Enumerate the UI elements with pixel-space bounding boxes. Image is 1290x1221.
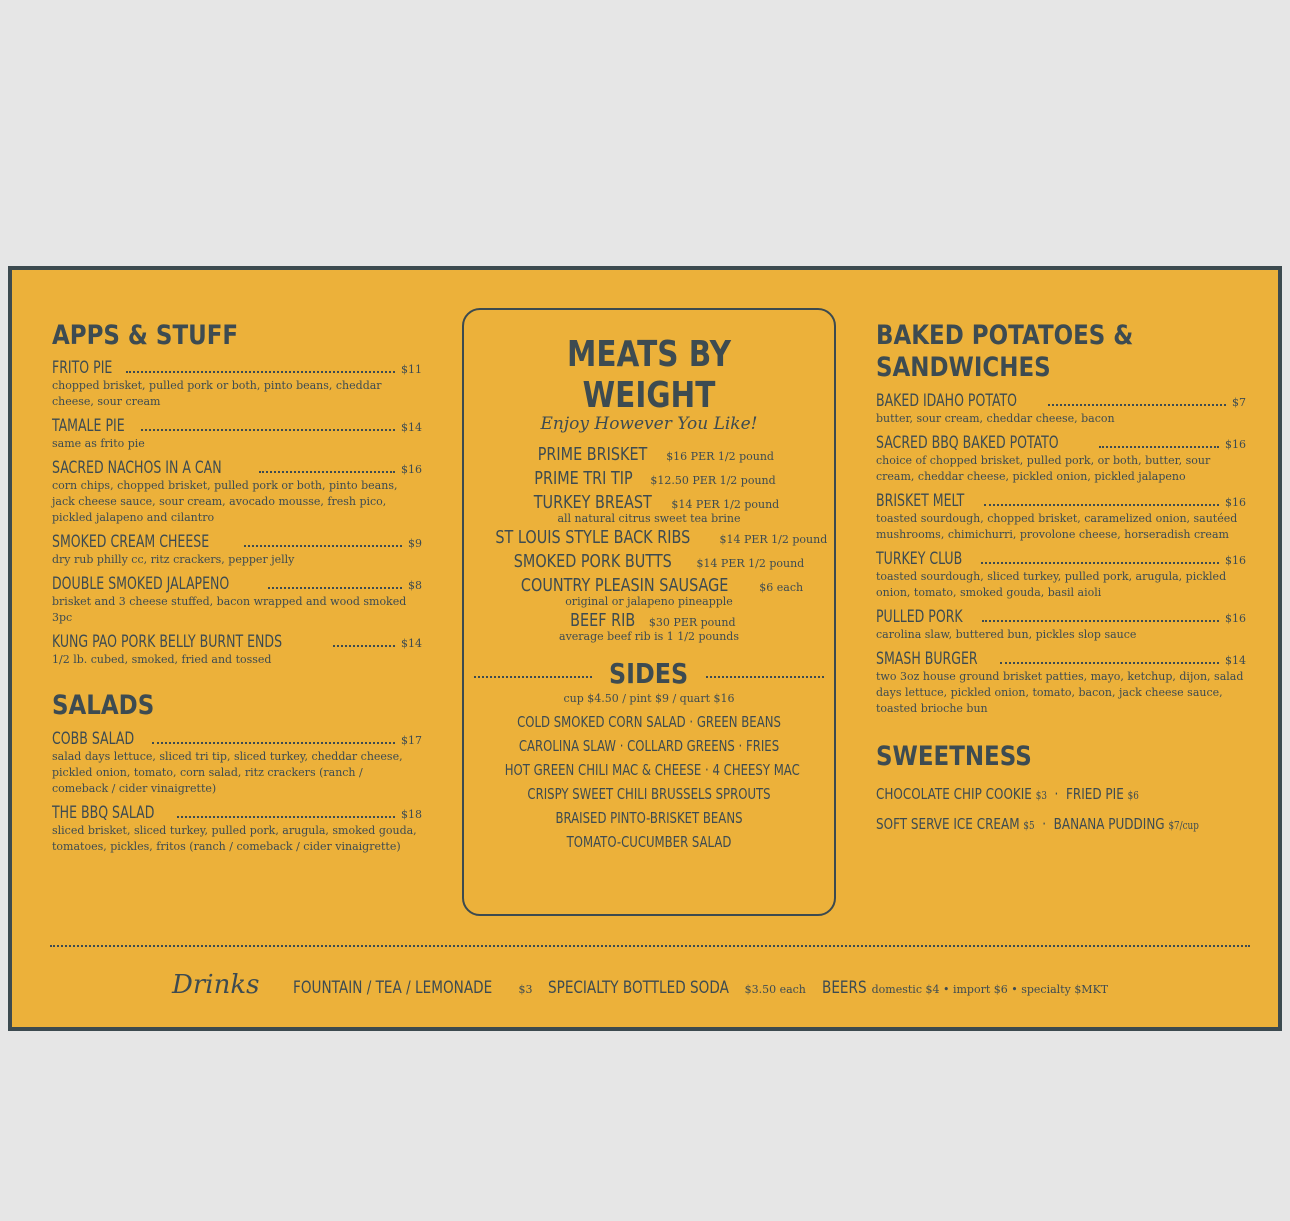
menu-item-line [52,532,422,552]
menu-item-description: choice of chopped brisket, pulled pork, or both, butter, sour cream, cheddar cheese, pickled onion, pickled jalapeno [876,453,1211,483]
sides-heading: SIDES [609,656,689,690]
menu-item [876,607,1246,643]
sweetness-heading: SWEETNESS [876,740,1032,772]
menu-item [52,632,422,668]
menu-item-name: COBB SALAD [52,728,135,749]
sweet-item-name: CHOCOLATE CHIP COOKIE [876,785,1032,804]
sweet-item-price: $7/cup [1168,819,1199,833]
dotted-leader [984,504,1219,506]
meat-item-price: $14 PER 1/2 pound [696,557,805,571]
menu-item-price: $14 [401,421,422,435]
menu-item-line [52,358,422,378]
menu-item-name: SACRED NACHOS IN A CAN [52,458,222,479]
meat-item-note: average beef rib is 1 1/2 pounds [559,630,739,644]
menu-item-description: toasted sourdough, chopped brisket, caramelized onion, sautéed mushrooms, chimichurri, provolone cheese, horseradish cream [876,511,1238,541]
menu-item-name: PULLED PORK [876,606,963,627]
divider [474,676,592,678]
salads-heading: SALADS [52,690,155,722]
side-line: BRAISED PINTO-BRISKET BEANS [555,808,743,827]
menu-item-description: same as frito pie [52,437,145,451]
menu-item-line [876,391,1246,411]
menu-item-description: chopped brisket, pulled pork or both, pinto beans, cheddar cheese, sour cream [52,379,382,409]
apps-list [52,358,422,668]
sweet-item-name: SOFT SERVE ICE CREAM [876,815,1020,834]
potatoes-heading-line1: BAKED POTATOES & [876,320,1134,351]
meats-heading: MEATS BY WEIGHT [566,334,732,416]
menu-item-price: $17 [401,733,422,747]
dotted-leader [333,645,395,647]
menu-item-price: $8 [408,579,422,593]
meat-item-name: COUNTRY PLEASIN SAUSAGE [520,575,729,596]
meat-item-name: TURKEY BREAST [533,491,652,513]
menu-item [876,433,1246,485]
drink-beers-prices: domestic $4 • import $6 • specialty $MKT [871,983,1109,996]
sweet-item-price: $5 [1023,819,1035,833]
bottom-divider [50,945,1250,947]
menu-item-name: DOUBLE SMOKED JALAPENO [52,574,230,595]
menu-item [52,358,422,410]
menu-item-price: $16 [1225,611,1246,625]
menu-item-description: toasted sourdough, sliced turkey, pulled pork, arugula, pickled onion, tomato, smoked gouda, basil aioli [876,569,1227,599]
drink-soda: SPECIALTY BOTTLED SODA [548,978,730,998]
menu-item-name: KUNG PAO PORK BELLY BURNT ENDS [52,632,283,653]
meat-item-name: BEEF RIB [570,610,636,632]
potatoes-heading-line2: SANDWICHES [876,352,1051,384]
meats-subtitle: Enjoy However You Like! [540,414,758,434]
side-line: CAROLINA SLAW · COLLARD GREENS · FRIES [518,736,780,755]
side-line: HOT GREEN CHILI MAC & CHEESE · 4 CHEESY MAC [504,760,800,779]
sides-header [464,657,834,690]
dotted-leader [141,429,395,431]
drink-fountain: FOUNTAIN / TEA / LEMONADE [293,978,493,998]
potatoes-list [876,391,1246,717]
sweet-item-price: $3 [1035,789,1047,803]
sweet-item-name: BANANA PUDDING [1053,815,1165,834]
menu-item-price: $16 [401,463,422,477]
menu-item-description: brisket and 3 cheese stuffed, bacon wrapped and wood smoked 3pc [52,595,407,625]
side-line: TOMATO-CUCUMBER SALAD [566,832,732,851]
meat-item [464,553,834,572]
meat-item-price: $14 PER 1/2 pound [671,497,780,511]
menu-item-name: THE BBQ SALAD [52,802,155,823]
menu-item-description: sliced brisket, sliced turkey, pulled pork, arugula, smoked gouda, tomatoes, pickles, fritos (ranch / comeback / cider vinaigrette) [52,823,417,853]
meat-item [464,612,834,642]
meats-box [462,308,836,916]
drinks-label: Drinks [172,970,260,1000]
menu-item-price: $9 [408,537,422,551]
meat-item-name: PRIME TRI TIP [534,467,634,489]
meat-item-price: $12.50 PER 1/2 pound [650,473,776,487]
menu-item-description: corn chips, chopped brisket, pulled pork or both, pinto beans, jack cheese sauce, sour cream, avocado mousse, fresh pico, pickled jalapeno and cilantro [52,479,398,525]
dotted-leader [1000,662,1219,664]
dotted-leader [1048,404,1226,406]
menu-item [52,803,422,855]
sweet-item-name: FRIED PIE [1066,785,1124,804]
menu-item-name: BAKED IDAHO POTATO [876,390,1017,411]
drinks-row [172,970,1108,1000]
dotted-leader [981,562,1219,564]
menu-item-line [876,549,1246,569]
menu-item-description: carolina slaw, buttered bun, pickles slop sauce [876,627,1137,641]
menu-item-price: $14 [401,637,422,651]
menu-item-price: $18 [401,807,422,821]
menu-item [52,416,422,452]
meat-item-note: original or jalapeno pineapple [565,594,733,608]
menu-item [876,649,1246,717]
meats-list [464,446,834,643]
menu-item-line [52,458,422,478]
menu-item-price: $16 [1225,495,1246,509]
menu-item-price: $11 [401,363,422,377]
menu-item-name: TURKEY CLUB [876,548,963,569]
menu-item [876,391,1246,427]
menu-item [52,458,422,526]
menu-item [876,549,1246,601]
menu-item-price: $16 [1225,437,1246,451]
menu-item-name: SACRED BBQ BAKED POTATO [876,432,1059,453]
menu-board [8,266,1282,1031]
menu-item-line [876,433,1246,453]
meat-item-name: SMOKED PORK BUTTS [513,551,672,573]
divider [706,676,824,678]
dotted-leader [177,816,395,818]
meat-item-price: $6 each [759,581,804,594]
meat-item [464,491,834,525]
sweet-item-price: $6 [1127,789,1139,803]
menu-item-line [52,574,422,594]
menu-item-description: dry rub philly cc, ritz crackers, pepper jelly [52,553,295,567]
menu-item-name: SMASH BURGER [876,648,978,669]
menu-item-price: $7 [1232,395,1246,409]
menu-item-name: TAMALE PIE [52,416,125,437]
side-line: COLD SMOKED CORN SALAD · GREEN BEANS [517,712,781,731]
menu-item-description: two 3oz house ground brisket patties, mayo, ketchup, dijon, salad days lettuce, pickled onion, tomato, bacon, jack cheese sauce, toasted brioche bun [876,669,1244,715]
dotted-leader [126,371,395,373]
meat-item [464,529,834,548]
menu-item [876,491,1246,543]
menu-item-price: $16 [1225,553,1246,567]
meat-item [464,577,834,607]
menu-item-name: FRITO PIE [52,358,113,379]
sides-list [464,713,834,851]
drink-soda-price: $3.50 each [744,983,806,996]
menu-item-price: $14 [1225,653,1246,667]
menu-item [52,574,422,626]
menu-item-description: salad days lettuce, sliced tri tip, sliced turkey, cheddar cheese, pickled onion, tomato, corn salad, ritz crackers (ranch / comeback / cider vinaigrette) [52,749,403,795]
dotted-leader [268,587,402,589]
sweetness-line-2: SOFT SERVE ICE CREAM $5 · BANANA PUDDING $7/cup [876,815,1199,834]
menu-item-line [876,649,1246,669]
meat-item [464,446,834,465]
menu-item-line [876,491,1246,511]
menu-item [52,532,422,568]
right-column [876,320,1246,833]
meat-item [464,467,834,489]
meat-item-price: $14 PER 1/2 pound [719,533,828,547]
menu-item-description: 1/2 lb. cubed, smoked, fried and tossed [52,653,272,667]
menu-item-name: SMOKED CREAM CHEESE [52,532,210,553]
dotted-leader [1099,446,1219,448]
menu-item-line [52,416,422,436]
dotted-leader [244,545,402,547]
dotted-leader [152,742,395,744]
side-line: CRISPY SWEET CHILI BRUSSELS SPROUTS [527,784,771,803]
menu-item-line [876,607,1246,627]
salads-list [52,729,422,855]
menu-item-description: butter, sour cream, cheddar cheese, bacon [876,411,1115,425]
drink-fountain-price: $3 [518,983,533,996]
left-column [52,320,422,855]
menu-item-name: BRISKET MELT [876,490,965,511]
meat-item-price: $30 PER pound [648,616,736,630]
meat-item-name: ST LOUIS STYLE BACK RIBS [495,527,690,549]
menu-item [52,729,422,797]
meat-item-note: all natural citrus sweet tea brine [557,511,741,525]
drink-beers: BEERS [821,978,867,998]
sides-sizes: cup $4.50 / pint $9 / quart $16 [563,691,735,705]
meat-item-price: $16 PER 1/2 pound [666,450,774,463]
menu-item-line [52,803,422,823]
dotted-leader [259,471,395,473]
menu-item-line [52,632,422,652]
menu-item-line [52,729,422,749]
dotted-leader [982,620,1219,622]
apps-heading: APPS & STUFF [52,320,239,351]
sweetness-line-1: CHOCOLATE CHIP COOKIE $3 · FRIED PIE $6 [876,785,1139,804]
meat-item-name: PRIME BRISKET [537,444,648,465]
